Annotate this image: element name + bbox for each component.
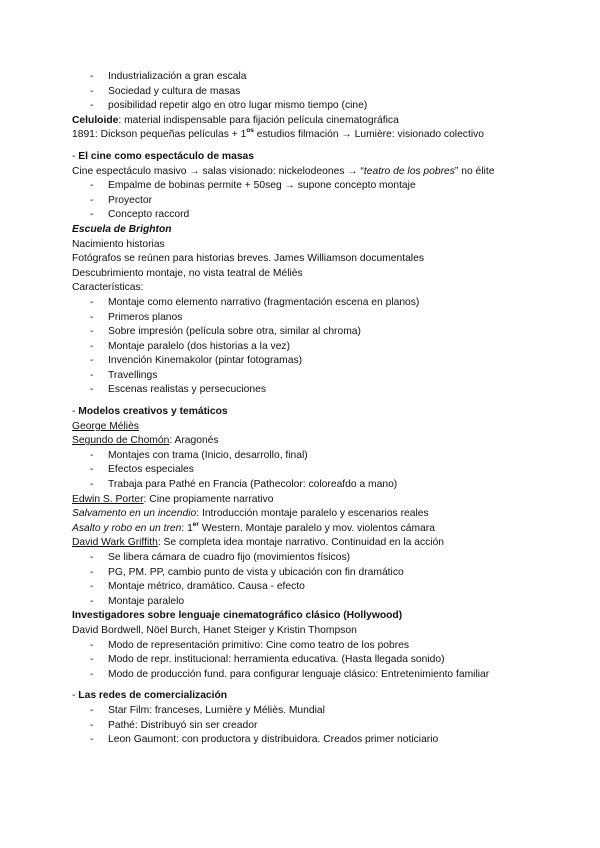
bullet-dash: -: [90, 719, 94, 731]
list-item-text: Modo de representación primitivo: Cine como teatro de los pobres: [108, 639, 410, 651]
heading-text: Las redes de comercialización: [78, 690, 228, 702]
bullet-dash: -: [90, 449, 94, 461]
bullet-dash: -: [90, 209, 94, 221]
salvamento-line: [72, 507, 552, 522]
list-item: [72, 733, 552, 748]
list-item-text: Pathé: Distribuyó sin ser creador: [108, 719, 258, 731]
list-item-text: Montaje métrico, dramático. Causa - efecto: [108, 581, 305, 593]
list-item-text: Primeros planos: [108, 311, 183, 323]
bullet-dash: -: [90, 85, 94, 97]
list-item: [72, 463, 552, 478]
brighton-heading: [72, 223, 552, 238]
list-item: [72, 85, 552, 100]
bullet-dash: -: [90, 654, 94, 666]
list-item: [72, 704, 552, 719]
list-item: [72, 653, 552, 668]
dickson-line: [72, 128, 552, 143]
section-heading: [72, 689, 552, 704]
film-title: Salvamento en un incendio: [72, 508, 197, 520]
film-title: Asalto y robo en un tren: [72, 522, 182, 534]
bullet-dash: -: [90, 340, 94, 352]
list-item: [72, 311, 552, 326]
list-item-text: Sobre impresión (película sobre otra, similar al chroma): [108, 326, 361, 338]
bullet-dash: -: [90, 71, 94, 82]
bullet-dash: -: [90, 479, 94, 491]
brighton-title: Escuela de Brighton: [72, 223, 172, 235]
list-item: [72, 340, 552, 355]
list-item-text: Concepto raccord: [108, 209, 190, 221]
heading-prefix: -: [72, 690, 79, 702]
list-item-text: Efectos especiales: [108, 464, 194, 476]
text-line: Nacimiento historias: [72, 238, 165, 250]
asalto-text-a: : 1: [181, 522, 193, 534]
chomon-rest: : Aragonés: [169, 435, 219, 447]
list-item: [72, 580, 552, 595]
bullet-dash: -: [90, 734, 94, 746]
list-item-text: Travellings: [108, 369, 158, 381]
porter-line: [72, 493, 552, 508]
list-item: [72, 369, 552, 384]
melies-name: George Méliès: [72, 420, 139, 432]
list-item: [72, 595, 552, 610]
bullet-dash: -: [90, 566, 94, 578]
list-item: [72, 668, 552, 683]
investigadores-text: Investigadores sobre lenguaje cinematográfico clásico (Hollywood): [72, 610, 403, 622]
list-item-text: Proyector: [108, 194, 153, 206]
list-item-text: posibilidad repetir algo en otro lugar mismo tiempo (cine): [108, 100, 368, 112]
bullet-dash: -: [90, 296, 94, 308]
bullet-dash: -: [90, 639, 94, 651]
bullet-dash: -: [90, 668, 94, 680]
masas-line-italic: teatro de los pobres: [363, 165, 455, 177]
list-item-text: PG, PM. PP, cambio punto de vista y ubicación con fin dramático: [108, 566, 404, 578]
film-description: : Introducción montaje paralelo y escenarios reales: [196, 508, 429, 520]
text-line: Características:: [72, 282, 144, 294]
list-item: [72, 208, 552, 223]
heading-text: El cine como espectáculo de masas: [78, 150, 254, 162]
heading-text: Modelos creativos y temáticos: [78, 406, 228, 418]
list-item-text: Escenas realistas y persecuciones: [108, 384, 266, 396]
list-item: [72, 179, 552, 194]
text-line: Fotógrafos se reúnen para historias breves. James Williamson documentales: [72, 253, 424, 265]
list-item: [72, 566, 552, 581]
list-item: [72, 639, 552, 654]
chomon-name: Segundo de Chomón: [72, 435, 170, 447]
bullet-dash: -: [90, 311, 94, 323]
bullet-dash: -: [90, 581, 94, 593]
celuloide-term: Celuloide: [72, 114, 119, 126]
list-item: [72, 354, 552, 369]
griffith-name: David Wark Griffith: [72, 537, 158, 549]
bullet-dash: -: [90, 384, 94, 396]
melies-line: [72, 420, 552, 435]
list-item-text: Montaje paralelo: [108, 595, 185, 607]
celuloide-line: [72, 114, 552, 129]
list-item: [72, 449, 552, 464]
list-item-text: Sociedad y cultura de masas: [108, 85, 241, 97]
masas-line-a: Cine espectáculo masivo → salas visionado: nickelodeones → “: [72, 165, 364, 177]
list-item-text: Star Film: franceses, Lumière y Méliès. Mundial: [108, 704, 325, 716]
list-item: [72, 194, 552, 209]
heading-prefix: -: [72, 150, 79, 162]
list-item-text: Invención Kinemakolor (pintar fotogramas): [108, 355, 303, 367]
bullet-dash: -: [90, 194, 94, 206]
asalto-line: [72, 522, 552, 537]
list-item-text: Leon Gaumont: con productora y distribuidora. Creados primer noticiario: [108, 734, 439, 746]
list-item: [72, 99, 552, 114]
bullet-dash: -: [90, 704, 94, 716]
bullet-dash: -: [90, 595, 94, 607]
list-item-text: Montaje paralelo (dos historias a la vez): [108, 340, 291, 352]
ordinal-superscript: er: [192, 520, 199, 528]
list-item-text: Empalme de bobinas permite + 50seg → supone concepto montaje: [108, 180, 416, 192]
griffith-rest: : Se completa idea montaje narrativo. Continuidad en la acción: [157, 537, 445, 549]
bullet-dash: -: [90, 369, 94, 381]
porter-name: Edwin S. Porter: [72, 493, 144, 505]
list-item: [72, 296, 552, 311]
list-item: [72, 478, 552, 493]
list-item: [72, 383, 552, 398]
asalto-text-b: Western. Montaje paralelo y mov. violentos cámara: [198, 522, 435, 534]
text-line: Descubrimiento montaje, no vista teatral de Méliès: [72, 267, 303, 279]
authors-line: David Bordwell, Nöel Burch, Hanet Steiger y Kristin Thompson: [72, 624, 357, 636]
list-item-text: Modo de repr. institucional: herramienta educativa. (Hasta llegada sonido): [108, 654, 445, 666]
investigadores-heading: [72, 609, 552, 624]
bullet-dash: -: [90, 552, 94, 563]
bullet-dash: -: [90, 355, 94, 367]
masas-line-b: ” no élite: [454, 165, 495, 177]
list-item-text: Industrialización a gran escala: [108, 71, 247, 82]
section-heading: [72, 150, 552, 165]
list-item-text: Montajes con trama (Inicio, desarrollo, final): [108, 449, 308, 461]
celuloide-definition: : material indispensable para fijación película cinematográfica: [118, 114, 399, 126]
section-heading: [72, 405, 552, 420]
list-item-text: Modo de producción fund. para configurar lenguaje clásico: Entretenimiento familiar: [108, 668, 490, 680]
griffith-line: [72, 536, 552, 551]
dickson-text-a: 1891: Dickson pequeñas películas + 1: [72, 129, 247, 141]
document-body: [72, 70, 552, 748]
list-item-text: Se libera cámara de cuadro fijo (movimientos físicos): [108, 552, 351, 563]
bullet-dash: -: [90, 464, 94, 476]
dickson-text-b: estudios filmación → Lumière: visionado colectivo: [253, 129, 484, 141]
list-item: [72, 70, 552, 85]
list-item-text: Montaje como elemento narrativo (fragmentación escena en planos): [108, 296, 420, 308]
bullet-dash: -: [90, 180, 94, 192]
list-item: [72, 325, 552, 340]
masas-line: [72, 165, 552, 180]
bullet-dash: -: [90, 100, 94, 112]
porter-rest: : Cine propiamente narrativo: [143, 493, 274, 505]
ordinal-superscript: os: [246, 127, 254, 135]
chomon-line: [72, 434, 552, 449]
heading-prefix: -: [72, 406, 79, 418]
bullet-dash: -: [90, 326, 94, 338]
list-item: [72, 719, 552, 734]
list-item-text: Trabaja para Pathé en Francia (Pathecolor: coloreafdo a mano): [108, 479, 398, 491]
list-item: [72, 551, 552, 566]
